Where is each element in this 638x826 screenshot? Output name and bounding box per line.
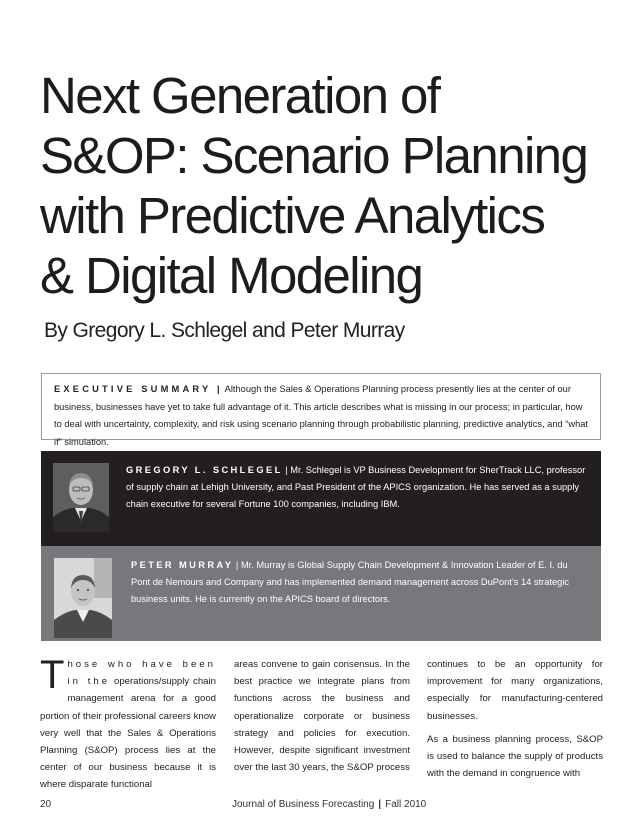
author-name: GREGORY L. SCHLEGEL [126, 465, 283, 475]
author-photo-murray [54, 558, 112, 638]
executive-summary-separator: | [216, 384, 220, 394]
body-text: areas convene to gain consensus. In the best practice we integrate plans from functions across the business and operationalize corporate or business strategy and policies for execution. However, despite significant investment over the last 30 years, the S&OP process [234, 659, 410, 774]
author-photo-schlegel [53, 463, 109, 532]
article-title [40, 66, 620, 306]
journal-footer [232, 799, 426, 810]
title-line-2: S&OP: Scenario Planning [40, 127, 588, 184]
body-text: operations/supply chain management arena for a good portion of their professional careers know very well that the Sales & Operations Planning (S&OP) process lies at the center of our business because it is where disparate functional [40, 676, 216, 791]
executive-summary-heading: EXECUTIVE SUMMARY [54, 384, 212, 394]
author-separator: | [235, 560, 239, 570]
author-name: PETER MURRAY [131, 560, 234, 570]
body-column-3 [427, 656, 603, 782]
title-line-3: with Predictive Analytics [40, 187, 545, 244]
author-separator: | [285, 465, 288, 475]
author-bio-schlegel [126, 462, 588, 513]
body-paragraph: continues to be an opportunity for improvement for many organizations, especially for manufacturing-centered businesses. [427, 659, 603, 722]
executive-summary-box [41, 373, 601, 447]
title-line-1: Next Generation of [40, 67, 440, 124]
drop-cap: T [40, 653, 65, 697]
byline: By Gregory L. Schlegel and Peter Murray [44, 319, 405, 342]
journal-issue: Fall 2010 [385, 799, 427, 810]
title-line-4: & Digital Modeling [40, 247, 423, 304]
footer-separator: | [378, 799, 382, 810]
body-column-1 [40, 653, 216, 794]
author-bio-murray [131, 557, 587, 608]
body-paragraph: As a business planning process, S&OP is used to balance the supply of products with the demand in congruence with [427, 733, 603, 780]
author-bio: Mr. Schlegel is VP Business Development for SherTrack LLC, professor of supply chain at Lehigh University, and Past President of the APICS organization. He has served as a supply chain executive for several Fortune 100 companies, including IBM. [126, 465, 586, 509]
journal-name: Journal of Business Forecasting [232, 799, 375, 810]
author-box-schlegel [41, 451, 601, 546]
author-box-murray [41, 546, 601, 641]
page-number: 20 [40, 799, 52, 810]
executive-summary-text: Although the Sales & Operations Planning process presently lies at the center of our business, businesses have yet to take full advantage of it. This article describes what is missing in our process; in particular, how to deal with uncertainty, complexity, and risk using scenario planning through probabilistic planning, predictive analytics, and “what if” simulation. [54, 384, 589, 447]
body-column-2 [234, 656, 410, 776]
lead-in: hose who have been in the [67, 659, 216, 688]
author-bio: Mr. Murray is Global Supply Chain Development & Innovation Leader of E. I. du Pont de Nemours and Company and has implemented demand management across DuPont’s 14 strategic business units. He is currently on the APICS board of directors. [131, 560, 570, 604]
